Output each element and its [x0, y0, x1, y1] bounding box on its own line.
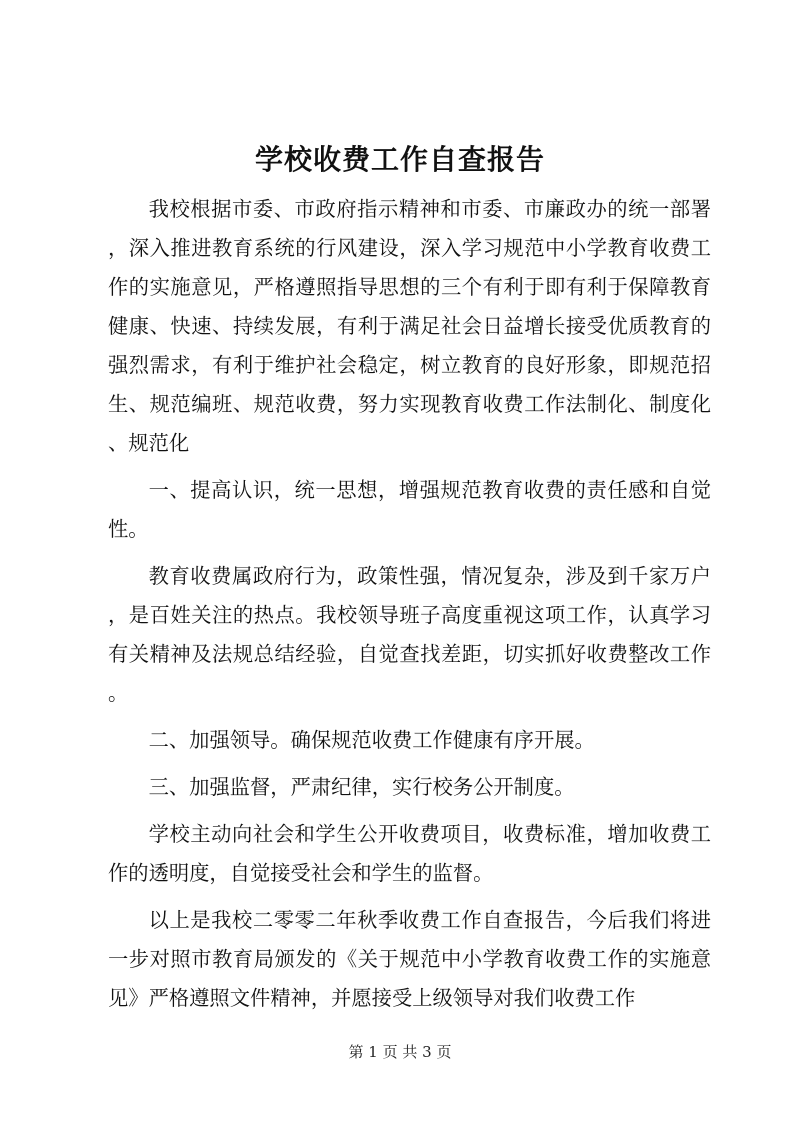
paragraph-section-three: 学校主动向社会和学生公开收费项目，收费标准，增加收费工作的透明度，自觉接受社会和学生的监督。	[108, 822, 711, 885]
paragraph-conclusion: 以上是我校二零零二年秋季收费工作自查报告，今后我们将进一步对照市教育局颁发的《关于规范中小学教育收费工作的实施意见》严格遵照文件精神，并愿接受上级领导对我们收费工作	[108, 908, 711, 1010]
document-title: 学校收费工作自查报告	[254, 143, 545, 176]
section-heading-three: 三、加强监督，严肃纪律，实行校务公开制度。	[148, 775, 575, 799]
paragraph-intro: 我校根据市委、市政府指示精神和市委、市廉政办的统一部署，深入推进教育系统的行风建设，深入学习规范中小学教育收费工作的实施意见，严格遵照指导思想的三个有利于即有利于保障教育健康、快速、持续发展，有利于满足社会日益增长接受优质教育的强烈需求，有利于维护社会稳定，树立教育的良好形象，即规范招生、规范编班、规范收费，努力实现教育收费工作法制化、制度化、规范化	[108, 197, 711, 455]
section-heading-two: 二、加强领导。确保规范收费工作健康有序开展。	[148, 728, 595, 752]
document-body	[108, 190, 711, 1026]
paragraph-section-one: 教育收费属政府行为，政策性强，情况复杂，涉及到千家万户，是百姓关注的热点。我校领导班子高度重视这项工作，认真学习有关精神及法规总结经验，自觉查找差距，切实抓好收费整改工作。	[108, 564, 711, 705]
page-footer: 第 1 页 共 3 页	[348, 1043, 452, 1061]
section-heading-one: 一、提高认识，统一思想，增强规范教育收费的责任感和自觉性。	[108, 478, 711, 541]
